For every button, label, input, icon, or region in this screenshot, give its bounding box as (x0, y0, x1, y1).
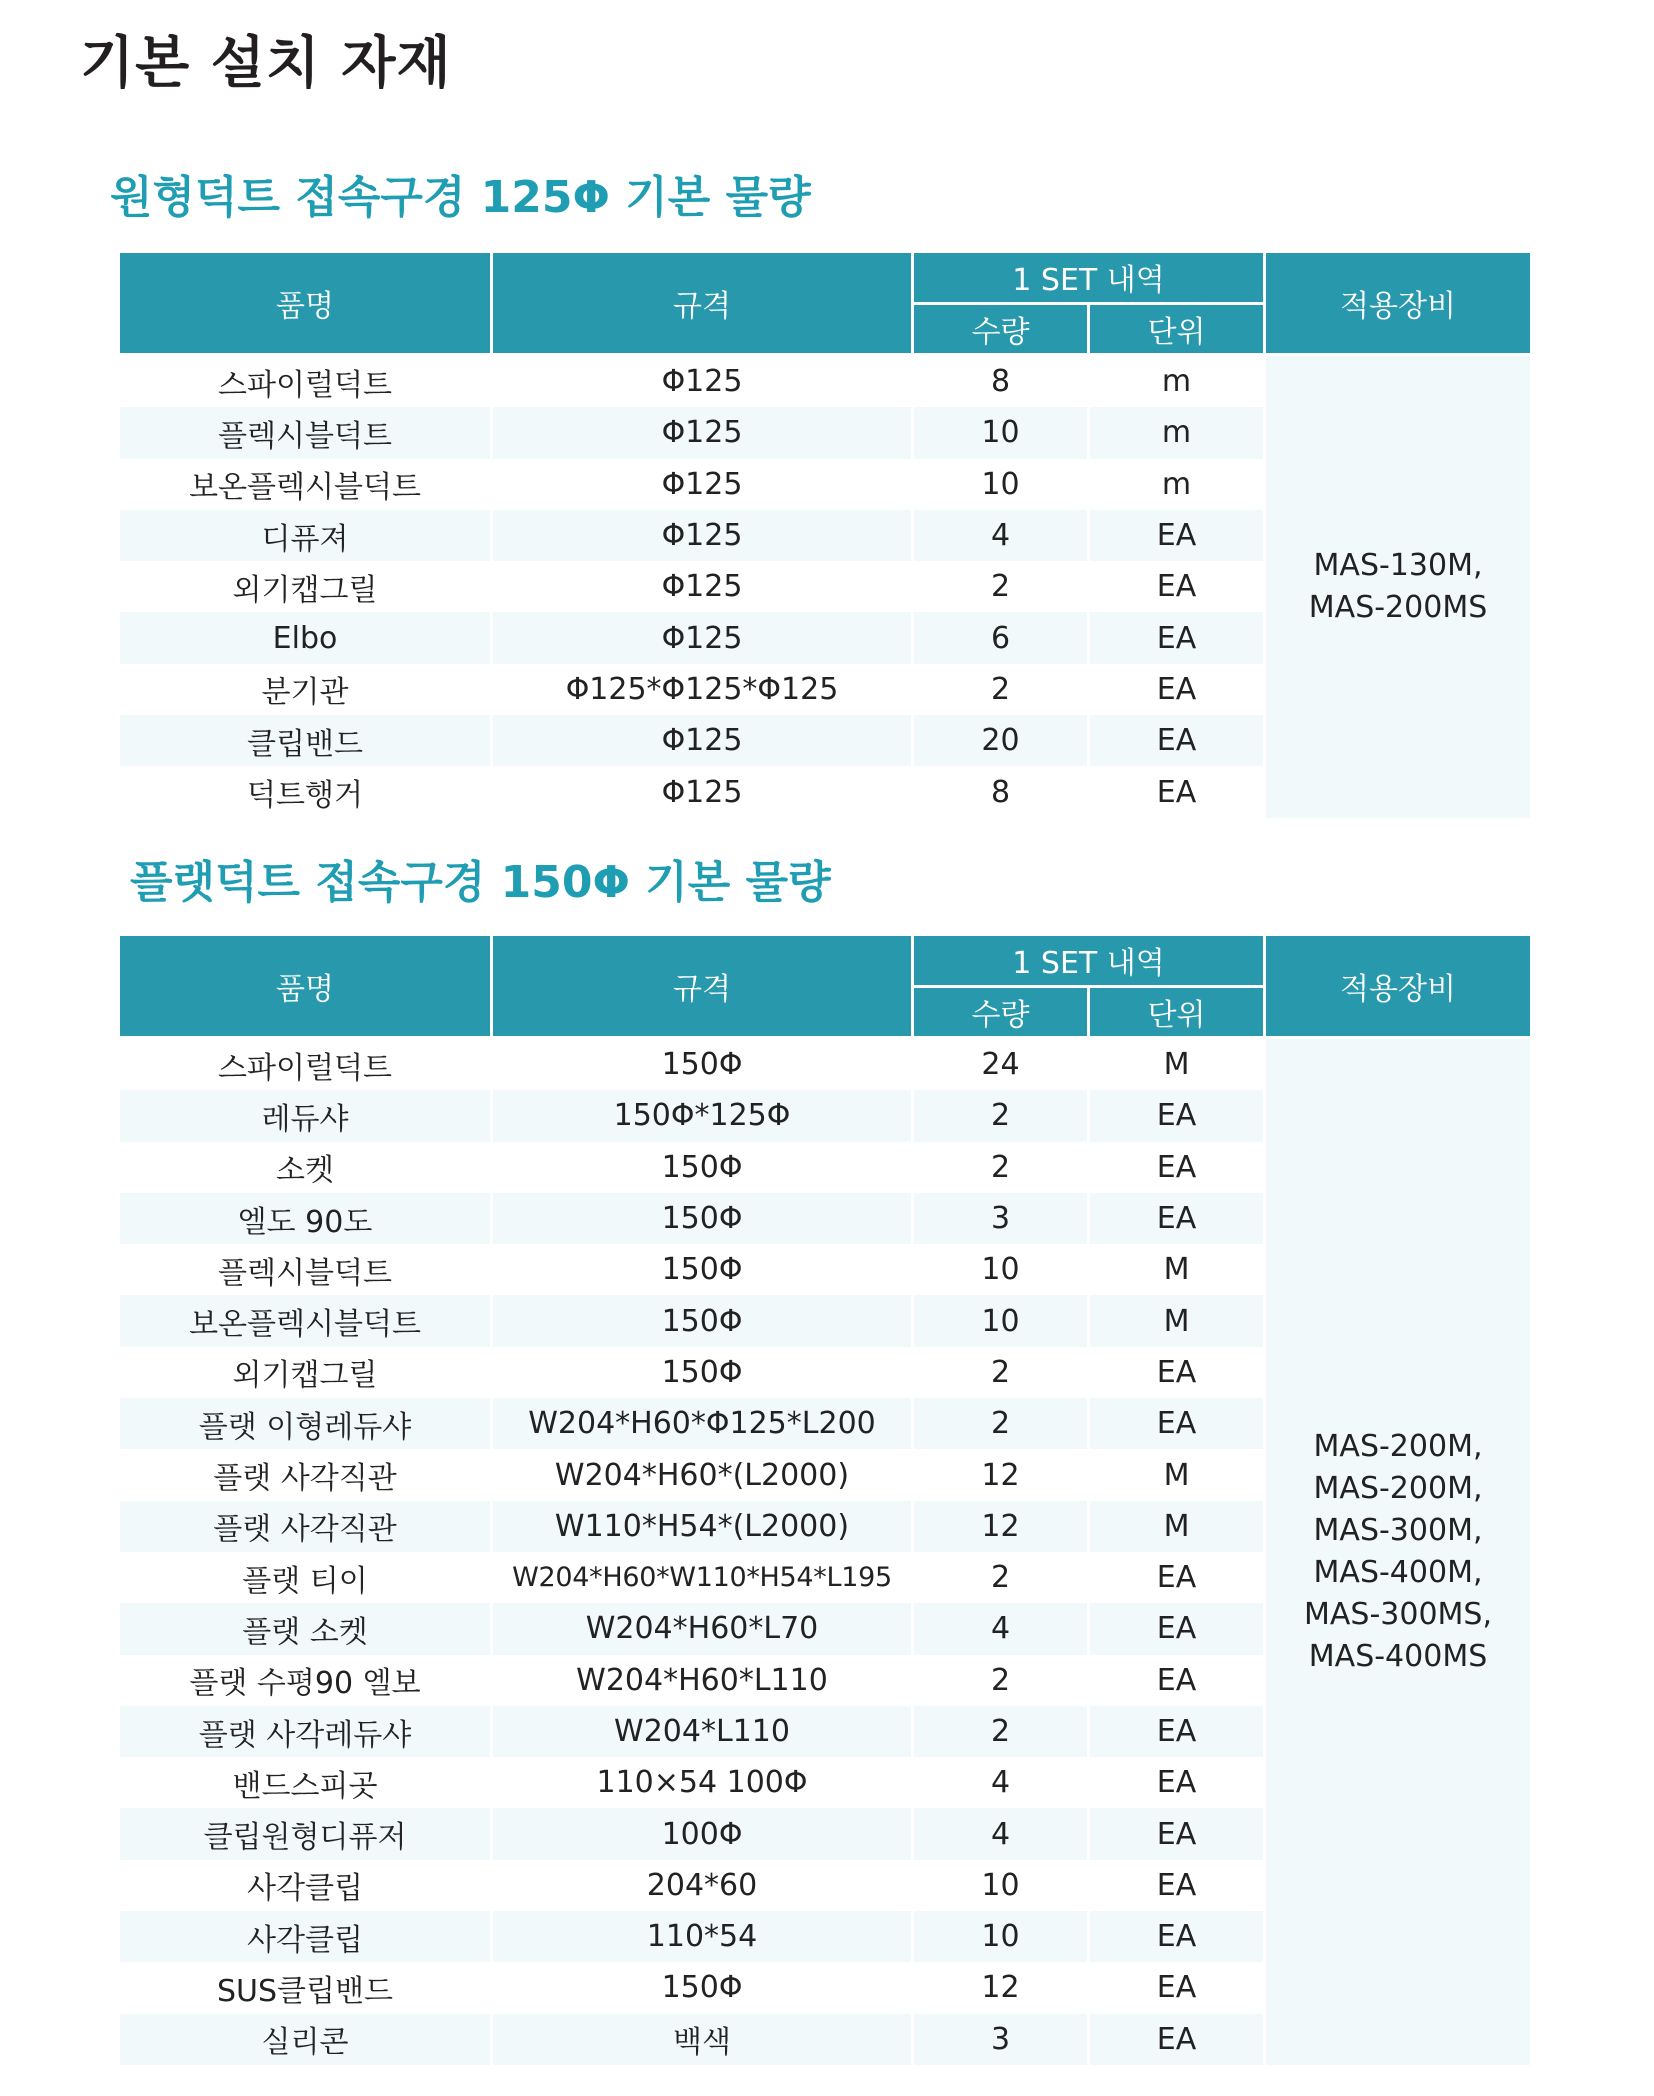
equipment-line: MAS-130M, (1313, 547, 1483, 583)
cell-name: 플랫 사각레듀샤 (119, 1706, 492, 1757)
cell-spec: 150Φ (492, 1038, 913, 1091)
cell-name: 플랫 사각직관 (119, 1449, 492, 1500)
equipment-line: MAS-200M, (1313, 1470, 1483, 1506)
cell-name: 플렉시블덕트 (119, 407, 492, 458)
cell-spec: W204*H60*W110*H54*L195 (492, 1552, 913, 1603)
cell-unit: M (1089, 1501, 1265, 1552)
cell-qty: 10 (913, 459, 1089, 510)
cell-unit: EA (1089, 1193, 1265, 1244)
section-title-round-duct: 원형덕트 접속구경 125Φ 기본 물량 (110, 172, 811, 223)
cell-name: 실리콘 (119, 2014, 492, 2065)
cell-qty: 2 (913, 1398, 1089, 1449)
equipment-cell (1265, 1038, 1532, 2065)
cell-spec: Φ125*Φ125*Φ125 (492, 664, 913, 715)
header-unit: 단위 (1089, 303, 1265, 355)
cell-unit: M (1089, 1038, 1265, 1091)
cell-spec: Φ125 (492, 612, 913, 663)
cell-qty: 3 (913, 2014, 1089, 2065)
cell-name: 분기관 (119, 664, 492, 715)
cell-name: SUS클립밴드 (119, 1962, 492, 2013)
cell-name: 플랫 이형레듀샤 (119, 1398, 492, 1449)
equipment-line: MAS-400M, (1313, 1554, 1483, 1590)
cell-qty: 4 (913, 1603, 1089, 1654)
table-row (119, 1038, 1532, 1091)
cell-spec: Φ125 (492, 715, 913, 766)
equipment-line: MAS-400MS (1308, 1638, 1488, 1674)
cell-unit: EA (1089, 1706, 1265, 1757)
flat-duct-table (117, 933, 1533, 2065)
cell-name: 클립밴드 (119, 715, 492, 766)
cell-unit: m (1089, 459, 1265, 510)
cell-spec: 150Φ (492, 1244, 913, 1295)
header-equipment: 적용장비 (1265, 252, 1532, 355)
cell-unit: EA (1089, 1603, 1265, 1654)
cell-qty: 10 (913, 1911, 1089, 1962)
cell-unit: EA (1089, 1808, 1265, 1859)
cell-unit: m (1089, 355, 1265, 408)
cell-qty: 4 (913, 1808, 1089, 1859)
cell-spec: Φ125 (492, 766, 913, 817)
header-set: 1 SET 내역 (913, 252, 1265, 304)
equipment-line: MAS-200M, (1313, 1428, 1483, 1464)
table-body (119, 1038, 1532, 2065)
cell-unit: EA (1089, 1142, 1265, 1193)
cell-name: 보온플렉시블덕트 (119, 1295, 492, 1346)
table-body (119, 355, 1532, 818)
cell-qty: 4 (913, 510, 1089, 561)
cell-spec: 110×54 100Φ (492, 1757, 913, 1808)
cell-spec: Φ125 (492, 459, 913, 510)
cell-unit: EA (1089, 766, 1265, 817)
cell-unit: EA (1089, 2014, 1265, 2065)
cell-name: 레듀샤 (119, 1090, 492, 1141)
cell-name: 디퓨져 (119, 510, 492, 561)
cell-name: 엘도 90도 (119, 1193, 492, 1244)
cell-unit: EA (1089, 612, 1265, 663)
cell-name: 소켓 (119, 1142, 492, 1193)
section-title-flat-duct: 플랫덕트 접속구경 150Φ 기본 물량 (130, 857, 831, 908)
cell-unit: EA (1089, 1860, 1265, 1911)
cell-name: 보온플렉시블덕트 (119, 459, 492, 510)
equipment-cell (1265, 355, 1532, 818)
cell-name: 플랫 소켓 (119, 1603, 492, 1654)
cell-qty: 12 (913, 1962, 1089, 2013)
cell-name: 플랫 티이 (119, 1552, 492, 1603)
cell-qty: 20 (913, 715, 1089, 766)
header-qty: 수량 (913, 303, 1089, 355)
cell-qty: 10 (913, 1244, 1089, 1295)
cell-spec: 150Φ*125Φ (492, 1090, 913, 1141)
cell-unit: EA (1089, 561, 1265, 612)
round-duct-table (117, 250, 1533, 818)
cell-qty: 2 (913, 664, 1089, 715)
header-spec: 규격 (492, 935, 913, 1038)
cell-qty: 2 (913, 561, 1089, 612)
cell-name: 스파이럴덕트 (119, 355, 492, 408)
cell-qty: 8 (913, 355, 1089, 408)
cell-spec: 150Φ (492, 1962, 913, 2013)
cell-spec: 백색 (492, 2014, 913, 2065)
header-qty: 수량 (913, 986, 1089, 1038)
cell-spec: W204*H60*L70 (492, 1603, 913, 1654)
cell-name: 스파이럴덕트 (119, 1038, 492, 1091)
page-title: 기본 설치 자재 (80, 31, 452, 96)
cell-qty: 10 (913, 407, 1089, 458)
cell-unit: EA (1089, 1962, 1265, 2013)
cell-unit: EA (1089, 664, 1265, 715)
header-set: 1 SET 내역 (913, 935, 1265, 987)
cell-spec: 100Φ (492, 1808, 913, 1859)
cell-name: 외기캡그릴 (119, 561, 492, 612)
equipment-line: MAS-200MS (1308, 589, 1488, 625)
equipment-line: MAS-300MS, (1304, 1596, 1493, 1632)
cell-qty: 6 (913, 612, 1089, 663)
cell-spec: 150Φ (492, 1193, 913, 1244)
cell-name: 사각클립 (119, 1860, 492, 1911)
cell-qty: 10 (913, 1860, 1089, 1911)
cell-name: 덕트행거 (119, 766, 492, 817)
cell-qty: 2 (913, 1090, 1089, 1141)
cell-unit: EA (1089, 1398, 1265, 1449)
cell-spec: W204*H60*(L2000) (492, 1449, 913, 1500)
cell-unit: EA (1089, 1552, 1265, 1603)
cell-spec: W204*H60*Φ125*L200 (492, 1398, 913, 1449)
header-name: 품명 (119, 935, 492, 1038)
header-unit: 단위 (1089, 986, 1265, 1038)
cell-spec: Φ125 (492, 407, 913, 458)
cell-spec: 110*54 (492, 1911, 913, 1962)
cell-name: 플랫 사각직관 (119, 1501, 492, 1552)
cell-qty: 8 (913, 766, 1089, 817)
cell-unit: EA (1089, 510, 1265, 561)
cell-qty: 12 (913, 1501, 1089, 1552)
cell-qty: 2 (913, 1552, 1089, 1603)
cell-unit: EA (1089, 1090, 1265, 1141)
cell-spec: W110*H54*(L2000) (492, 1501, 913, 1552)
cell-name: 사각클립 (119, 1911, 492, 1962)
cell-qty: 10 (913, 1295, 1089, 1346)
header-name: 품명 (119, 252, 492, 355)
cell-unit: M (1089, 1295, 1265, 1346)
cell-qty: 2 (913, 1142, 1089, 1193)
table-row (119, 355, 1532, 408)
cell-qty: 2 (913, 1706, 1089, 1757)
cell-qty: 4 (913, 1757, 1089, 1808)
cell-unit: EA (1089, 1757, 1265, 1808)
cell-qty: 2 (913, 1655, 1089, 1706)
cell-spec: 150Φ (492, 1295, 913, 1346)
cell-unit: M (1089, 1244, 1265, 1295)
cell-unit: EA (1089, 1347, 1265, 1398)
cell-name: 플랫 수평90 엘보 (119, 1655, 492, 1706)
header-spec: 규격 (492, 252, 913, 355)
cell-unit: EA (1089, 715, 1265, 766)
cell-spec: 204*60 (492, 1860, 913, 1911)
cell-spec: Φ125 (492, 510, 913, 561)
cell-spec: W204*H60*L110 (492, 1655, 913, 1706)
cell-name: 외기캡그릴 (119, 1347, 492, 1398)
cell-name: 밴드스피곳 (119, 1757, 492, 1808)
cell-name: Elbo (119, 612, 492, 663)
cell-name: 플렉시블덕트 (119, 1244, 492, 1295)
header-equipment: 적용장비 (1265, 935, 1532, 1038)
cell-name: 클립원형디퓨저 (119, 1808, 492, 1859)
cell-unit: EA (1089, 1911, 1265, 1962)
cell-unit: M (1089, 1449, 1265, 1500)
cell-qty: 2 (913, 1347, 1089, 1398)
cell-qty: 12 (913, 1449, 1089, 1500)
cell-spec: 150Φ (492, 1347, 913, 1398)
cell-qty: 24 (913, 1038, 1089, 1091)
cell-unit: EA (1089, 1655, 1265, 1706)
cell-spec: W204*L110 (492, 1706, 913, 1757)
cell-spec: Φ125 (492, 561, 913, 612)
equipment-line: MAS-300M, (1313, 1512, 1483, 1548)
cell-spec: Φ125 (492, 355, 913, 408)
cell-qty: 3 (913, 1193, 1089, 1244)
cell-spec: 150Φ (492, 1142, 913, 1193)
cell-unit: m (1089, 407, 1265, 458)
